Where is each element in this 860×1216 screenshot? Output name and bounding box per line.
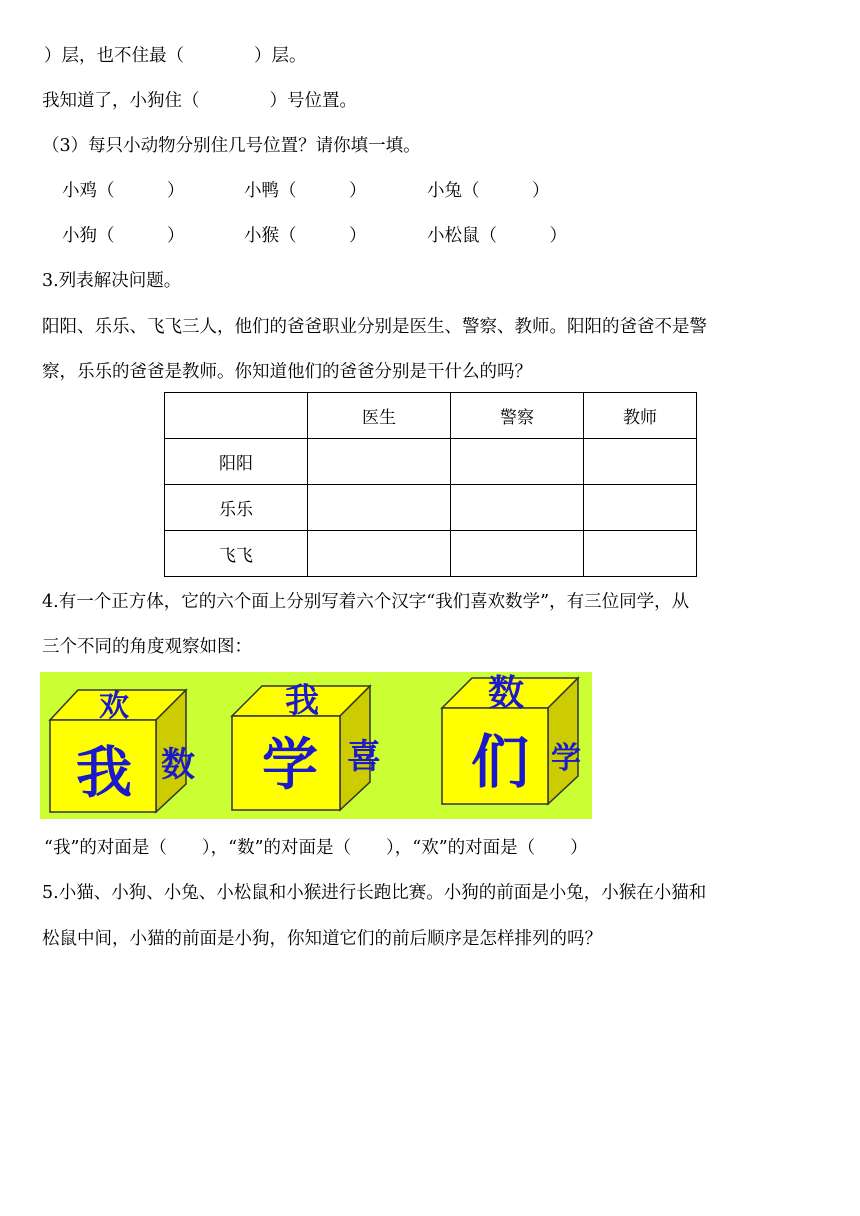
table-row [165, 485, 697, 531]
table-cell[interactable] [451, 531, 584, 577]
table-header-row [165, 393, 697, 439]
table-cell[interactable] [584, 439, 697, 485]
table-cell[interactable] [308, 531, 451, 577]
table-cell[interactable] [584, 531, 697, 577]
table-header-empty [165, 393, 308, 439]
cube-side-char: 学 [551, 741, 581, 776]
text-line-floor: ）层，也不住最（ ）层。 [44, 46, 307, 66]
question-4-text-1: 4.有一个正方体，它的六个面上分别写着六个汉字“我们喜欢数学”，有三位同学，从 [42, 592, 690, 612]
table-row-label: 阳阳 [165, 439, 308, 485]
answer-rabbit: 小兔（ ） [427, 181, 550, 201]
cube-view-2 [232, 681, 381, 810]
table-cell[interactable] [584, 485, 697, 531]
table-cell[interactable] [308, 439, 451, 485]
table-cell[interactable] [308, 485, 451, 531]
cube-top-char: 我 [285, 681, 319, 721]
question-4-text-2: 三个不同的角度观察如图： [42, 637, 252, 657]
text-line-dog-position: 我知道了，小狗住（ ）号位置。 [42, 91, 357, 111]
answer-squirrel: 小松鼠（ ） [427, 226, 567, 246]
cube-front-char: 我 [76, 741, 132, 806]
cube-side-char: 喜 [347, 737, 381, 777]
cube-view-3 [442, 673, 581, 804]
cube-front-char: 们 [470, 728, 530, 796]
table-cell[interactable] [451, 485, 584, 531]
cube-top-char: 数 [487, 673, 525, 714]
table-row [165, 439, 697, 485]
question-3-text-1: 阳阳、乐乐、飞飞三人，他们的爸爸职业分别是医生、警察、教师。阳阳的爸爸不是警 [42, 317, 707, 337]
table-row-label: 乐乐 [165, 485, 308, 531]
table-header-teacher: 教师 [584, 393, 697, 439]
cube-front-char: 学 [262, 733, 318, 798]
cube-side-char: 数 [161, 745, 195, 785]
cube-views-figure [40, 672, 592, 819]
table-row-label: 飞飞 [165, 531, 308, 577]
cube-view-1 [50, 689, 195, 812]
question-2-3: （3）每只小动物分别住几号位置？请你填一填。 [42, 136, 421, 156]
question-3-text-2: 察，乐乐的爸爸是教师。你知道他们的爸爸分别是干什么的吗？ [42, 362, 532, 382]
profession-table [164, 392, 697, 577]
question-3-title: 3.列表解决问题。 [42, 271, 182, 291]
table-header-police: 警察 [451, 393, 584, 439]
answer-duck: 小鸭（ ） [244, 181, 367, 201]
answer-dog: 小狗（ ） [62, 226, 185, 246]
question-5-text-2: 松鼠中间，小猫的前面是小狗，你知道它们的前后顺序是怎样排列的吗？ [42, 929, 602, 949]
answer-monkey: 小猴（ ） [244, 226, 367, 246]
table-cell[interactable] [451, 439, 584, 485]
answer-chick: 小鸡（ ） [62, 181, 185, 201]
table-header-doctor: 医生 [308, 393, 451, 439]
question-5-text-1: 5.小猫、小狗、小兔、小松鼠和小猴进行长跑比赛。小狗的前面是小兔，小猴在小猫和 [42, 883, 707, 903]
cube-top-char: 欢 [99, 689, 129, 724]
question-4-answer-line: “我”的对面是（ ），“数”的对面是（ ），“欢”的对面是（ ） [44, 838, 588, 858]
table-row [165, 531, 697, 577]
